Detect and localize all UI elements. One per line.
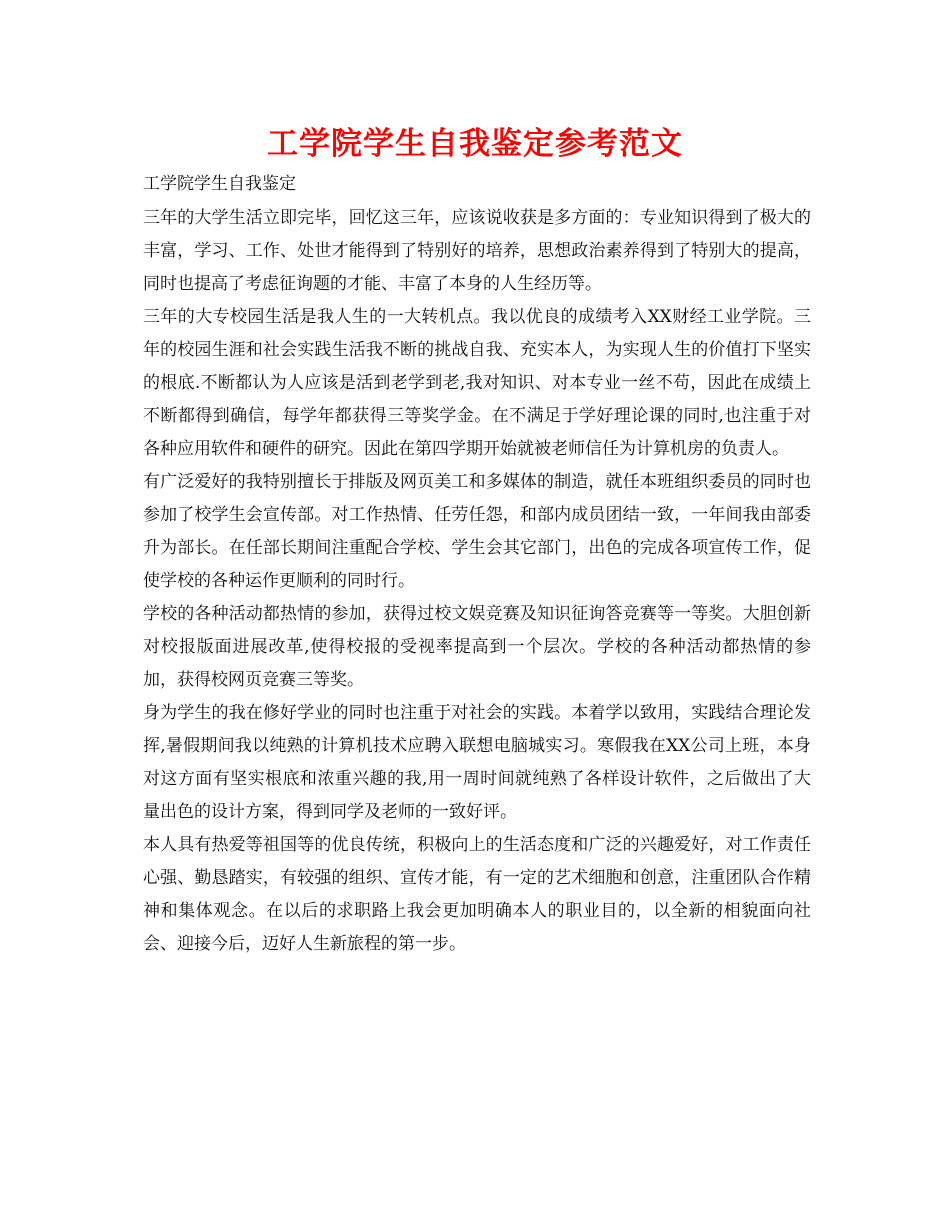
paragraph-4: 学校的各种活动都热情的参加，获得过校文娱竞赛及知识征询答竞赛等一等奖。大胆创新对校报版面进展改革,使得校报的受视率提高到一个层次。学校的各种活动都热情的参加，获得校网页竞赛三等奖。: [143, 604, 811, 690]
paragraph-2: 三年的大专校园生活是我人生的一大转机点。我以优良的成绩考入XX财经工业学院。三年的校园生涯和社会实践生活我不断的挑战自我、充实本人，为实现人生的价值打下坚实的根底.不断都认为人应该是活到老学到老,我对知识、对本专业一丝不苟，因此在成绩上不断都得到确信，每学年都获得三等奖学金。在不满足于学好理论课的同时,也注重于对各种应用软件和硬件的研究。因此在第四学期开始就被老师信任为计算机房的负责人。: [143, 307, 811, 459]
document-title: 工学院学生自我鉴定参考范文: [267, 126, 683, 162]
paragraph-6: 本人具有热爱等祖国等的优良传统，积极向上的生活态度和广泛的兴趣爱好，对工作责任心强、勤恳踏实，有较强的组织、宣传才能，有一定的艺术细胞和创意，注重团队合作精神和集体观念。在以后的求职路上我会更加明确本人的职业目的，以全新的相貌面向社会、迎接今后，迈好人生新旅程的第一步。: [143, 835, 811, 954]
paragraph-1: 三年的大学生活立即完毕，回忆这三年，应该说收获是多方面的：专业知识得到了极大的丰富，学习、工作、处世才能得到了特别好的培养，思想政治素养得到了特别大的提高，同时也提高了考虑征询题的才能、丰富了本身的人生经历等。: [143, 208, 811, 294]
paragraph-3: 有广泛爱好的我特别擅长于排版及网页美工和多媒体的制造，就任本班组织委员的同时也参加了校学生会宣传部。对工作热情、任劳任怨，和部内成员团结一致，一年间我由部委升为部长。在任部长期间注重配合学校、学生会其它部门，出色的完成各项宣传工作，促使学校的各种运作更顺利的同时行。: [143, 472, 811, 591]
document-body: [143, 168, 811, 961]
document-subtitle: 工学院学生自我鉴定: [143, 174, 296, 194]
paragraph-5: 身为学生的我在修好学业的同时也注重于对社会的实践。本着学以致用，实践结合理论发挥,暑假期间我以纯熟的计算机技术应聘入联想电脑城实习。寒假我在XX公司上班，本身对这方面有坚实根底和浓重兴趣的我,用一周时间就纯熟了各样设计软件，之后做出了大量出色的设计方案，得到同学及老师的一致好评。: [143, 703, 811, 822]
